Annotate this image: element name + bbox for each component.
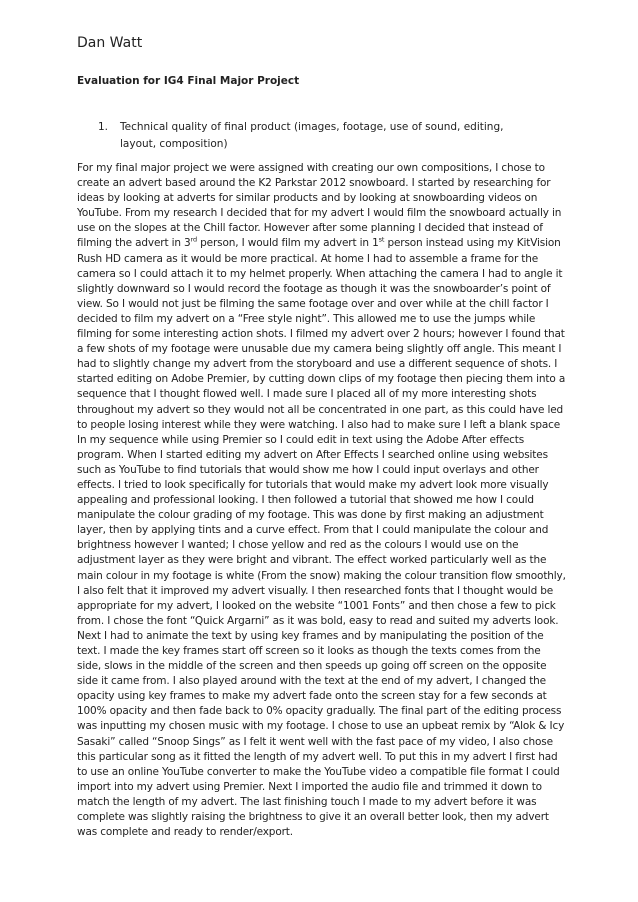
document-title: Evaluation for IG4 Final Major Project bbox=[77, 75, 300, 87]
author-name: Dan Watt bbox=[77, 35, 143, 51]
ordinal-suffix-rd: rd bbox=[190, 235, 197, 244]
list-item-text: Technical quality of final product (images, footage, use of sound, editing, layout, composition) bbox=[120, 121, 504, 150]
body-text-part3: person instead using my KitVision Rush HD camera as it would be more practical. At home I had to assemble a frame for the camera so I could attach it to my helmet properly. When attaching the camera I had to angle it slightly downward so I would record the footage as though it was the snowboarder’s point of view. So I would not just be filming the same footage over and over while at the chill factor I decided to film my advert on a “Free style night”. This allowed me to use the jumps while filming for some interesting action shots. I filmed my advert over 2 hours; however I found that a few shots of my footage were unusable due my camera being slightly off angle. This meant I had to slightly change my advert from the storyboard and use a different sequence of shots. I started editing on Adobe Premier, by cutting down clips of my footage then piecing them into a sequence that I thought flowed well. I made sure I placed all of my more interesting shots throughout my advert so they would not all be concentrated in one part, as this could have led to people losing interest while they were watching. I also had to make sure I left a blank space In my sequence while using Premier so I could edit in text using the Adobe After effects program. When I started editing my advert on After Effects I searched online using websites such as YouTube to find tutorials that would show me how I could input overlays and other effects. I tried to look specifically for tutorials that would make my advert look more visually appealing and professional looking. I then followed a tutorial that showed me how I could manipulate the colour grading of my footage. This was done by first making an adjustment layer, then by applying tints and a curve effect. From that I could manipulate the colour and brightness however I wanted; I chose yellow and red as the colours I would use on the adjustment layer as they were bright and vibrant. The effect worked particularly well as the main colour in my footage is white (From the snow) making the colour transition flow smoothly, I also felt that it improved my advert visually. I then researched fonts that I thought would be appropriate for my advert, I looked on the website “1001 Fonts” and then chose a few to pick from. I chose the font “Quick Argarni” as it was bold, easy to read and suited my adverts look. Next I had to animate the text by using key frames and by manipulating the position of the text. I made the key frames start off screen so it looks as though the texts comes from the side, slows in the middle of the screen and then speeds up going off screen on the opposite side it came from. I also played around with the text at the end of my advert, I changed the opacity using key frames to make my advert fade onto the screen stay for a few seconds at 100% opacity and then fade back to 0% opacity gradually. The final part of the editing process was inputting my chosen music with my footage. I chose to use an upbeat remix by “Alok & Icy Sasaki” called “Snoop Sings” as I felt it went well with the fast pace of my video, I also chose this particular song as it fitted the length of my advert well. To put this in my advert I first had to use an online YouTube converter to make the YouTube video a compatible file format I could import into my advert using Premier. Next I imported the audio file and trimmed it down to match the length of my advert. The last finishing touch I made to my advert before it was complete was slightly raising the brightness to give it an overall better look, then my advert was complete and ready to render/export. bbox=[77, 237, 566, 839]
body-paragraph bbox=[77, 161, 567, 840]
body-text-part1: For my final major project we were assigned with creating our own compositions, I chose to create an advert based around the K2 Parkstar 2012 snowboard. I started by researching for ideas by looking at adverts for similar products and by looking at snowboarding videos on YouTube. From my research I decided that for my advert I would film the snowboard actually in use on the slopes at the Chill factor. However after some planning I decided that instead of filming the advert in 3 bbox=[77, 162, 562, 250]
ordinal-suffix-st: st bbox=[378, 235, 385, 244]
numbered-list-item bbox=[98, 119, 538, 152]
list-number: 1. bbox=[98, 121, 109, 133]
body-text-part2: person, I would film my advert in 1 bbox=[196, 237, 379, 250]
